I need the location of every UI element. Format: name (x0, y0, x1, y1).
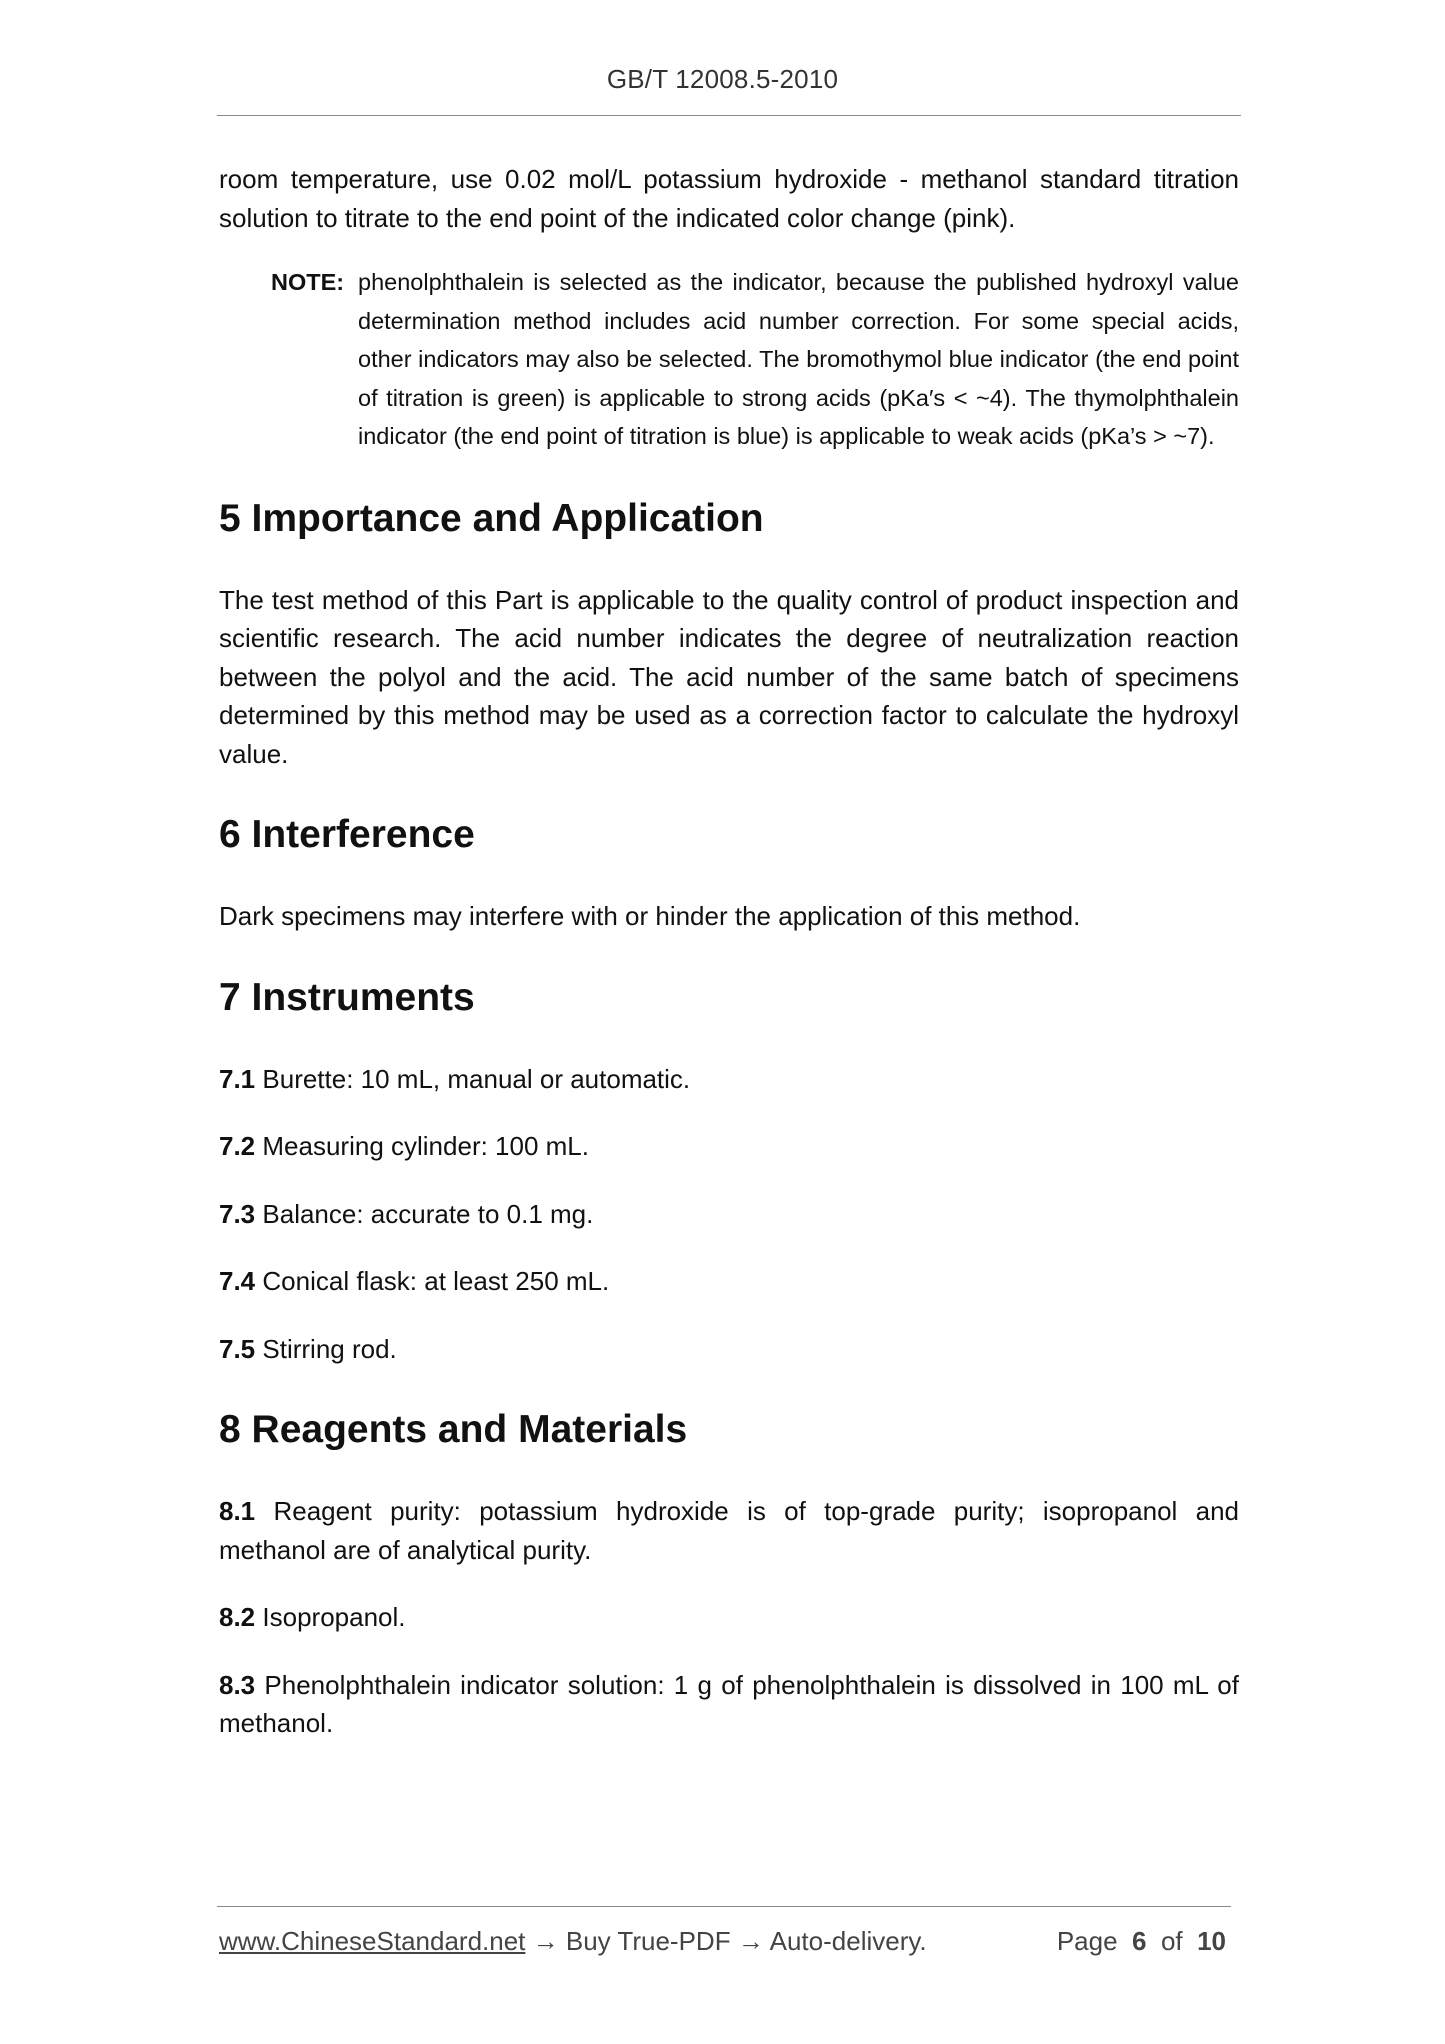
page-total: 10 (1197, 1926, 1226, 1956)
page-content (219, 160, 1239, 1743)
section-7-heading: 7 Instruments (219, 975, 475, 1019)
list-item (219, 1492, 1239, 1569)
arrow-right-icon: → (737, 1926, 764, 1956)
footer-promo (219, 1923, 927, 1959)
reagents-list (219, 1492, 1239, 1743)
buy-text: Buy True-PDF (565, 1926, 731, 1956)
section-8-heading: 8 Reagents and Materials (219, 1408, 688, 1451)
delivery-text: Auto-delivery. (769, 1926, 927, 1956)
list-item (219, 1060, 1239, 1099)
list-item (219, 1195, 1239, 1234)
list-item (219, 1598, 1239, 1637)
clause-text: Measuring cylinder: 100 mL. (262, 1131, 589, 1161)
clause-text: Isopropanol. (262, 1602, 406, 1632)
instruments-list (219, 1060, 1239, 1369)
clause-number: 8.1 (219, 1496, 256, 1526)
clause-text: Balance: accurate to 0.1 mg. (262, 1198, 594, 1229)
clause-number: 8.2 (219, 1602, 256, 1632)
page-current: 6 (1132, 1926, 1147, 1956)
list-item (219, 1262, 1239, 1301)
running-header: GB/T 12008.5-2010 (606, 64, 839, 94)
clause-number: 7.2 (219, 1131, 256, 1161)
clause-number: 7.1 (219, 1063, 256, 1094)
note-label: NOTE: (271, 269, 345, 295)
clause-text: Phenolphthalein indicator solution: 1 g of phenolphthalein is dissolved in 100 mL of methanol. (219, 1669, 1239, 1738)
header-divider (217, 115, 1241, 116)
section-6-paragraph: Dark specimens may interfere with or hinder the application of this method. (219, 901, 1081, 931)
arrow-right-icon: → (532, 1926, 559, 1956)
continued-paragraph: room temperature, use 0.02 mol/L potassium hydroxide - methanol standard titration solution to titrate to the end point of the indicated color change (pink). (219, 164, 1239, 233)
page-number (1057, 1923, 1226, 1959)
section-5-heading: 5 Importance and Application (219, 496, 764, 540)
clause-text: Conical flask: at least 250 mL. (262, 1266, 610, 1296)
section-6-heading: 6 Interference (219, 813, 475, 856)
footer-divider (217, 1906, 1231, 1907)
list-item (219, 1127, 1239, 1166)
note-block (219, 263, 1239, 456)
clause-number: 7.5 (219, 1333, 256, 1364)
list-item (219, 1666, 1239, 1743)
clause-text: Reagent purity: potassium hydroxide is of top-grade purity; isopropanol and methanol are of analytical purity. (219, 1496, 1240, 1565)
section-5-paragraph: The test method of this Part is applicable to the quality control of product inspection and scientific research. The acid number indicates the degree of neutralization reaction between the polyol and the acid. The acid number of the same batch of specimens determined by this method may be used as a correction factor to calculate the hydroxyl value. (219, 584, 1239, 769)
website-link[interactable]: www.ChineseStandard.net (219, 1926, 526, 1956)
clause-number: 7.3 (219, 1198, 256, 1229)
list-item (219, 1330, 1239, 1369)
clause-text: Stirring rod. (262, 1333, 397, 1364)
page-of: of (1160, 1926, 1183, 1956)
clause-number: 8.3 (219, 1669, 256, 1700)
note-text: phenolphthalein is selected as the indicator, because the published hydroxyl value determination method includes acid number correction. For some special acids, other indicators may also be selected. The bromothymol blue indicator (the end point of titration is green) is applicable to strong acids (pKa′s < ~4). The thymolphthalein indicator (the end point of titration is blue) is applicable to weak acids (pKa’s > ~7). (358, 269, 1239, 449)
clause-text: Burette: 10 mL, manual or automatic. (262, 1063, 691, 1094)
clause-number: 7.4 (219, 1266, 256, 1296)
page-label: Page (1056, 1926, 1118, 1956)
